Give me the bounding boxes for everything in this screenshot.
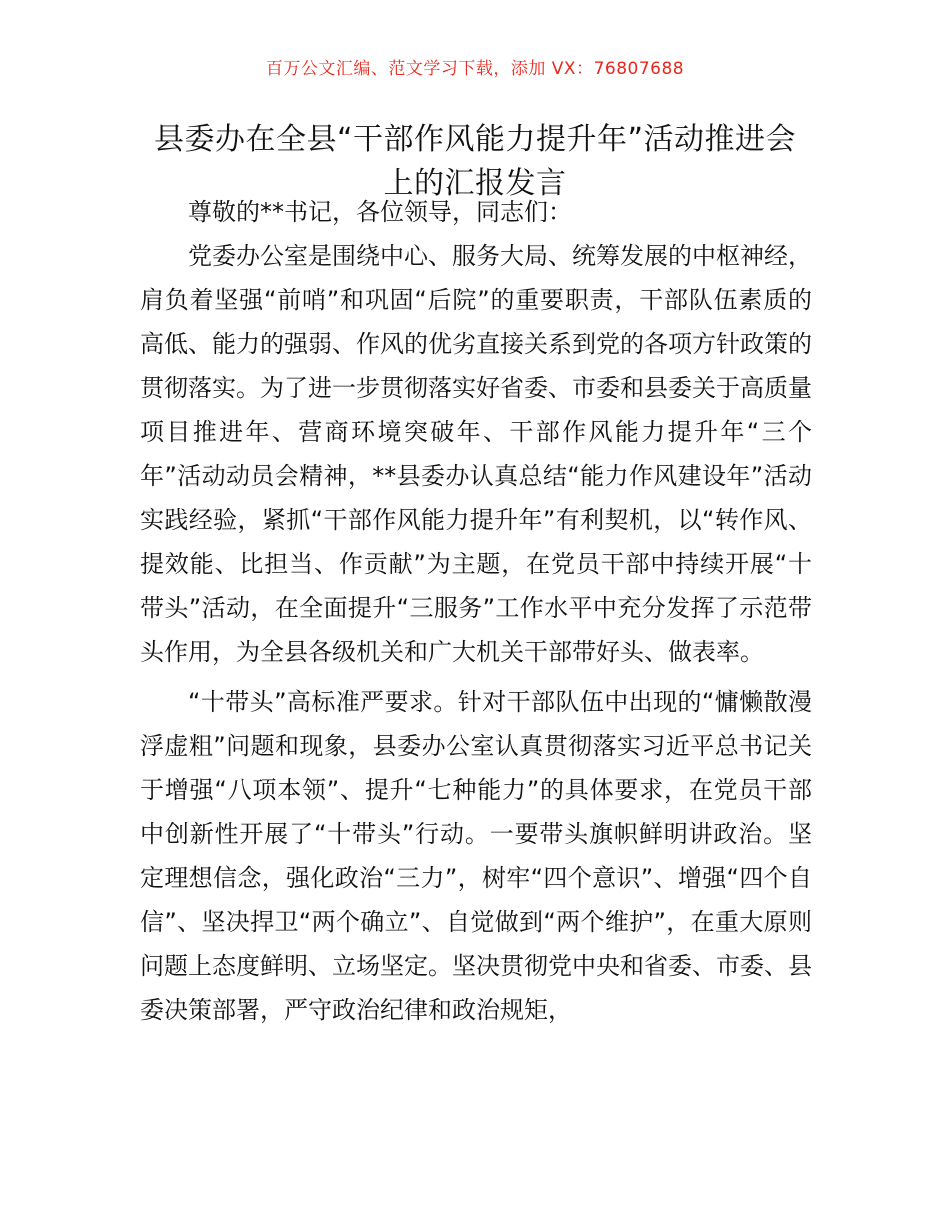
salutation: 尊敬的**书记，各位领导，同志们： (188, 198, 572, 226)
document-body (140, 190, 812, 1038)
document-title: 县委办在全县“干部作风能力提升年”活动推进会上的汇报发言 (153, 122, 797, 201)
paragraph-ten-leads: “十带头”高标准严要求。针对干部队伍中出现的“慵懒散漫浮虚粗”问题和现象，县委办公室认真贯彻落实习近平总书记关于增强“八项本领”、提升“七种能力”的具体要求，在党员干部中创新性开展了“十带头”行动。一要带头旗帜鲜明讲政治。坚定理想信念，强化政治“三力”，树牢“四个意识”、增强“四个自信”、坚决捍卫“两个确立”、自觉做到“两个维护”，在重大原则问题上态度鲜明、立场坚定。坚决贯彻党中央和省委、市委、县委决策部署，严守政治纪律和政治规矩， (140, 688, 812, 1024)
paragraph-intro: 党委办公室是围绕中心、服务大局、统筹发展的中枢神经，肩负着坚强“前哨”和巩固“后院”的重要职责，干部队伍素质的高低、能力的强弱、作风的优劣直接关系到党的各项方针政策的贯彻落实。为了进一步贯彻落实好省委、市委和县委关于高质量项目推进年、营商环境突破年、干部作风能力提升年“三个年”活动动员会精神，**县委办认真总结“能力作风建设年”活动实践经验，紧抓“干部作风能力提升年”有利契机，以“转作风、提效能、比担当、作贡献”为主题，在党员干部中持续开展“十带头”活动，在全面提升“三服务”工作水平中充分发挥了示范带头作用，为全县各级机关和广大机关干部带好头、做表率。 (140, 242, 812, 666)
header-watermark-note: 百万公文汇编、范文学习下载，添加 VX：76807688 (265, 59, 685, 79)
